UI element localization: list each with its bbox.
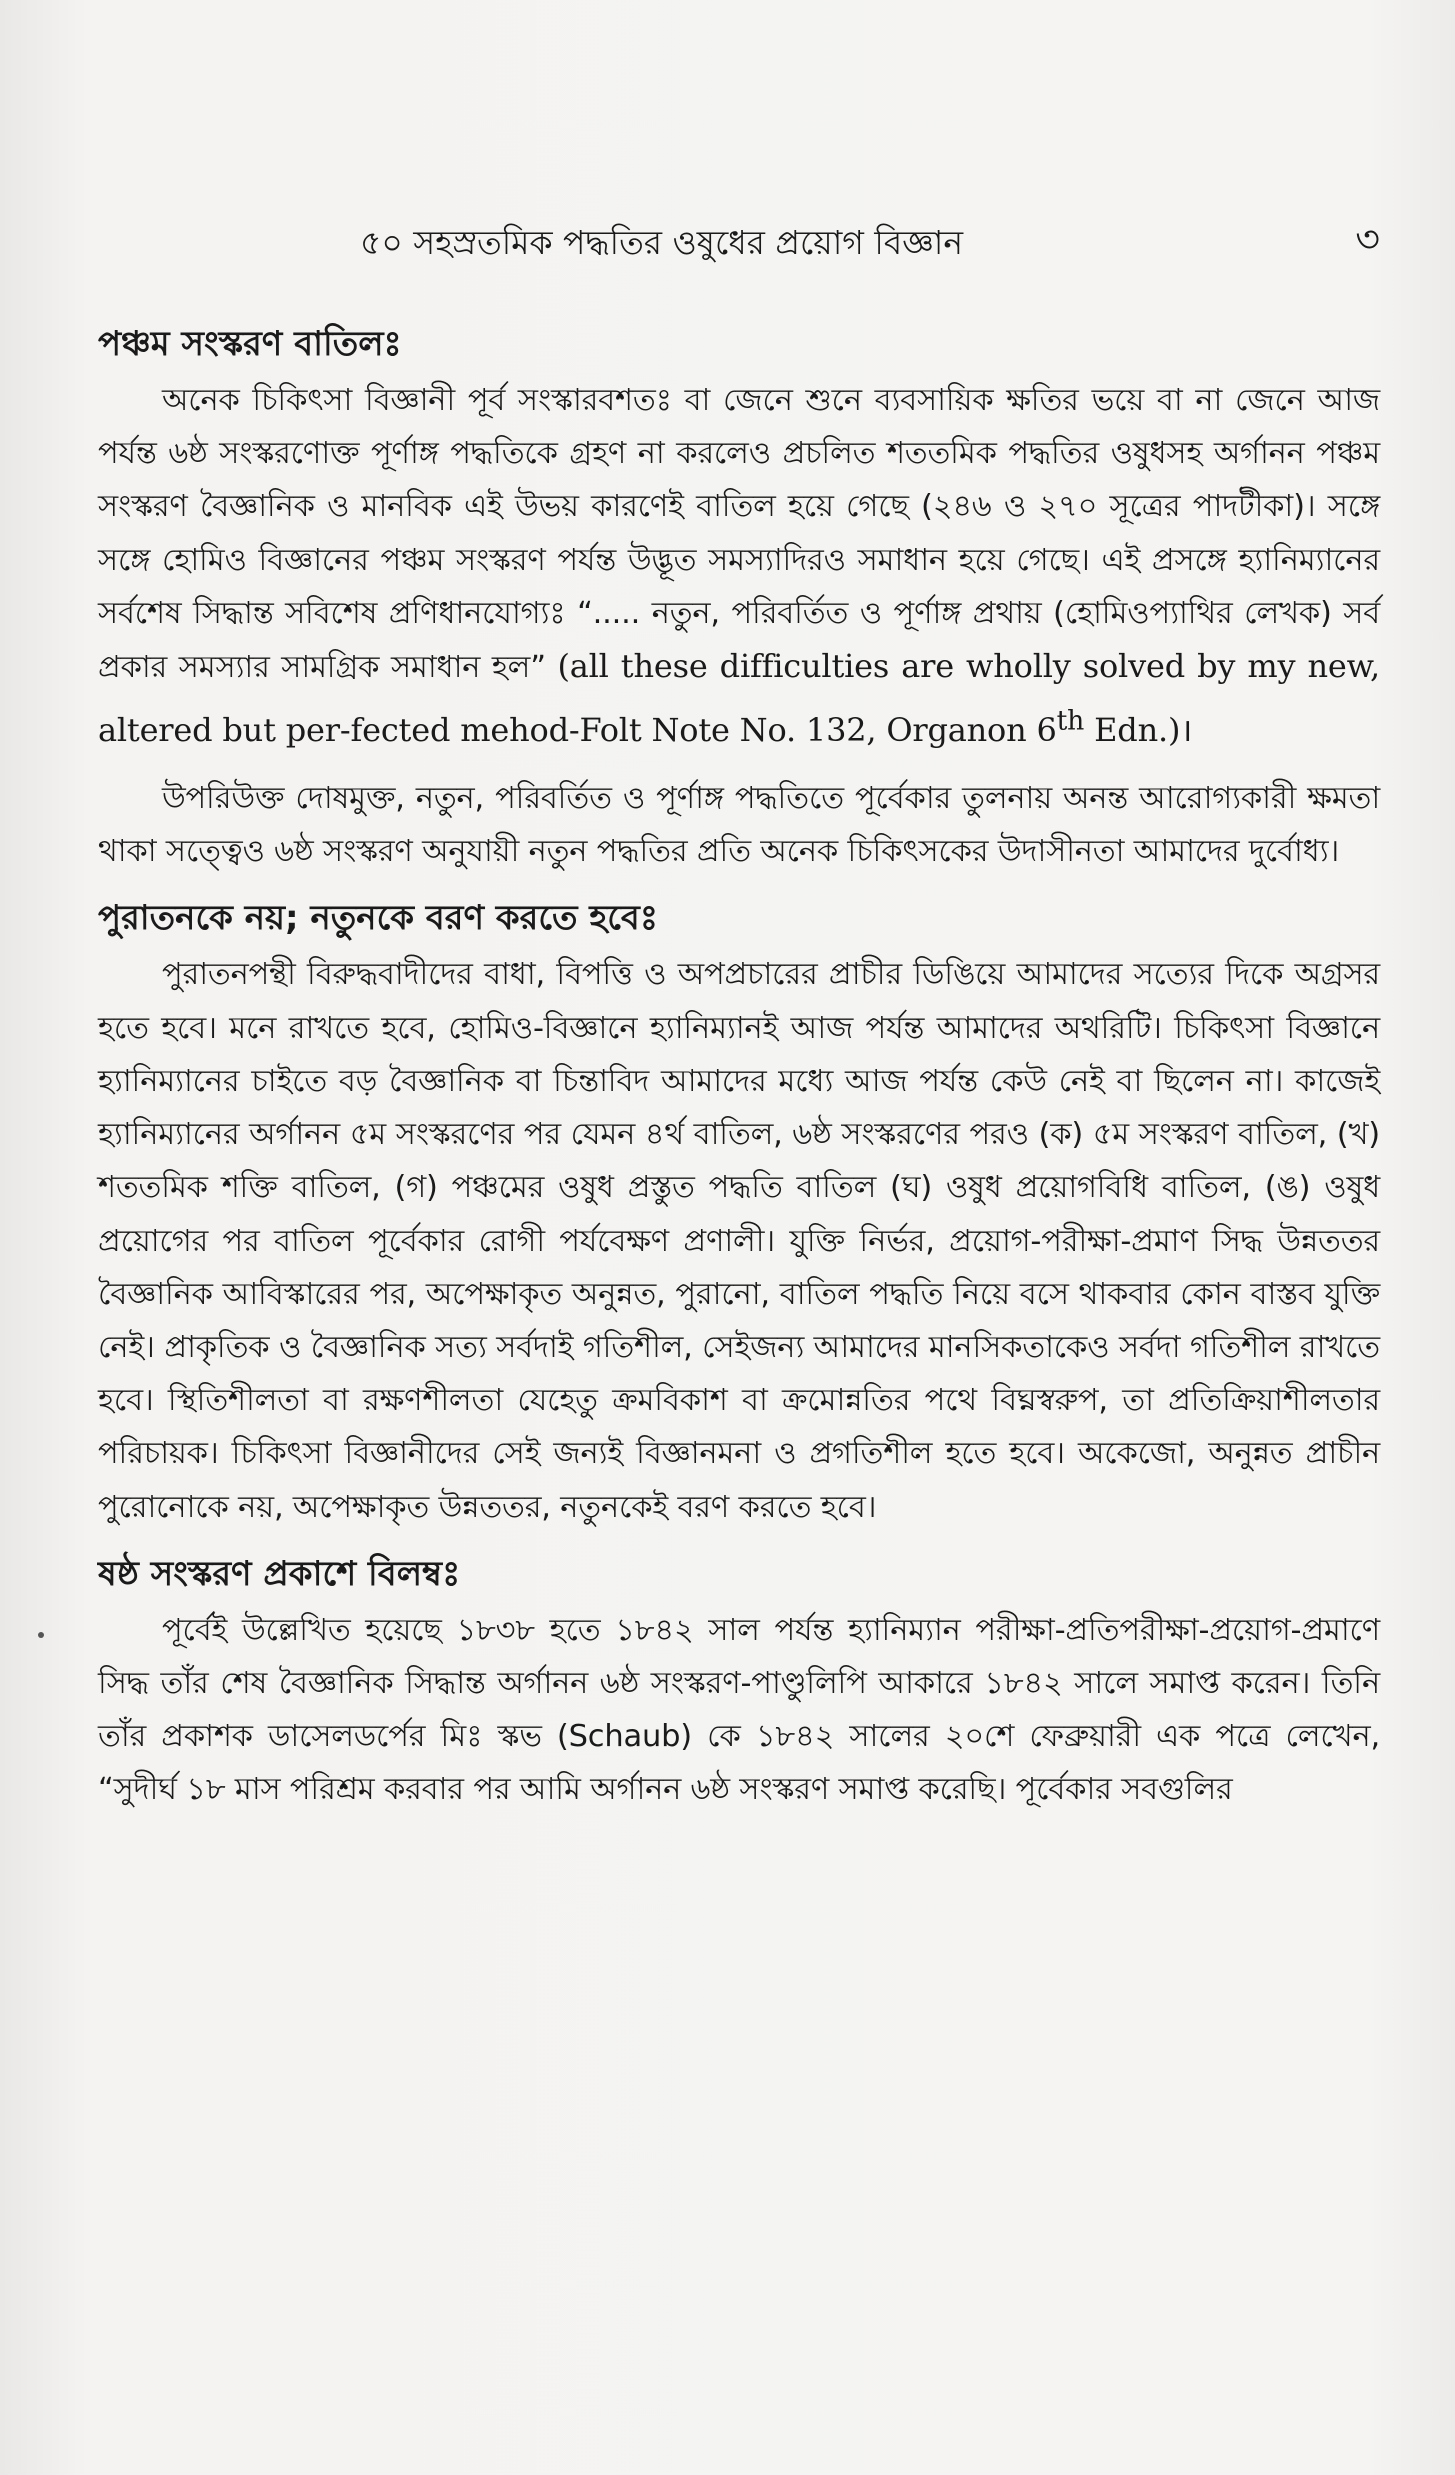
english-quote-text: (all these difficulties are wholly solved by my new, altered but per-fected mehod-Folt Note No. 132, Organon 6 xyxy=(98,647,1381,749)
section-heading: ষষ্ঠ সংস্করণ প্রকাশে বিলম্বঃ xyxy=(98,1553,461,1594)
section-heading: পঞ্চম সংস্করণ বাতিলঃ xyxy=(98,324,402,364)
section-heading: পুরাতনকে নয়; নতুনকে বরণ করতে হবেঃ xyxy=(98,898,658,939)
page-number: ৩ xyxy=(1355,217,1380,261)
paragraph: পূর্বেই উল্লেখিত হয়েছে ১৮৩৮ হতে ১৮৪২ সাল পর্যন্ত হ্যানিম্যান পরীক্ষা-প্রতিপরীক্ষা-প্রয়োগ-প্রমাণে সিদ্ধ তাঁর শেষ বৈজ্ঞানিক সিদ্ধান্ত অর্গানন ৬ষ্ঠ সংস্করণ-পাণ্ডুলিপি আকারে ১৮৪২ সালে সমাপ্ত করেন। তিনি তাঁর প্রকাশক ডাসেলডর্পের মিঃ স্কভ (Schaub) কে ১৮৪২ সালের ২০শে ফেব্রুয়ারী এক পত্রে লেখেন, “সুদীর্ঘ ১৮ মাস পরিশ্রম করবার পর আমি অর্গানন ৬ষ্ঠ সংস্করণ সমাপ্ত করেছি। পূর্বেকার সবগুলির xyxy=(98,1612,1380,1808)
paragraph-text: অনেক চিকিৎসা বিজ্ঞানী পূর্ব সংস্কারবশতঃ বা জেনে শুনে ব্যবসায়িক ক্ষতির ভয়ে বা না জেনে আজ পর্যন্ত ৬ষ্ঠ সংস্করণোক্ত পূর্ণাঙ্গ পদ্ধতিকে গ্রহণ না করলেও প্রচলিত শততমিক পদ্ধতির ওষুধসহ অর্গানন পঞ্চম সংস্করণ বৈজ্ঞানিক ও মানবিক এই উভয় কারণেই বাতিল হয়ে গেছে (২৪৬ ও ২৭০ সূত্রের পাদটীকা)। সঙ্গে সঙ্গে হোমিও বিজ্ঞানের পঞ্চম সংস্করণ পর্যন্ত উদ্ভূত সমস্যাদিরও সমাধান হয়ে গেছে। এই প্রসঙ্গে হ্যানিম্যানের সর্বশেষ সিদ্ধান্ত সবিশেষ প্রণিধানযোগ্যঃ “..... নতুন, পরিবর্তিত ও পূর্ণাঙ্গ প্রথায় (হোমিওপ্যাথির লেখক) সর্ব প্রকার সমস্যার সামগ্রিক সমাধান হল” xyxy=(98,383,1380,686)
paragraph: উপরিউক্ত দোষমুক্ত, নতুন, পরিবর্তিত ও পূর্ণাঙ্গ পদ্ধতিতে পূর্বেকার তুলনায় অনন্ত আরোগ্যকারী ক্ষমতা থাকা সত্ত্বেও ৬ষ্ঠ সংস্করণ অনুযায়ী নতুন পদ্ধতির প্রতি অনেক চিকিৎসকের উদাসীনতা আমাদের দুর্বোধ্য। xyxy=(98,781,1380,870)
section-fifth-edition-void xyxy=(98,318,1380,878)
english-quote-end: Edn.)। xyxy=(1084,710,1193,749)
body-text xyxy=(98,318,1380,1831)
running-title: ৫০ সহস্রতমিক পদ্ধতির ওষুধের প্রয়োগ বিজ্ঞান xyxy=(360,223,964,262)
section-sixth-edition-delay xyxy=(98,1548,1380,1817)
section-embrace-new xyxy=(98,892,1380,1533)
paragraph xyxy=(98,374,1380,758)
ordinal-suffix: th xyxy=(1056,705,1085,737)
margin-mark xyxy=(38,1632,44,1638)
paragraph: পুরাতনপন্থী বিরুদ্ধবাদীদের বাধা, বিপত্তি ও অপপ্রচারের প্রাচীর ডিঙিয়ে আমাদের সত্যের দিকে অগ্রসর হতে হবে। মনে রাখতে হবে, হোমিও-বিজ্ঞানে হ্যানিম্যানই আজ পর্যন্ত আমাদের অথরিটি। চিকিৎসা বিজ্ঞানে হ্যানিম্যানের চাইতে বড় বৈজ্ঞানিক বা চিন্তাবিদ আমাদের মধ্যে আজ পর্যন্ত কেউ নেই বা ছিলেন না। কাজেই হ্যানিম্যানের অর্গানন ৫ম সংস্করণের পর যেমন ৪র্থ বাতিল, ৬ষ্ঠ সংস্করণের পরও (ক) ৫ম সংস্করণ বাতিল, (খ) শততমিক শক্তি বাতিল, (গ) পঞ্চমের ওষুধ প্রস্তুত পদ্ধতি বাতিল (ঘ) ওষুধ প্রয়োগবিধি বাতিল, (ঙ) ওষুধ প্রয়োগের পর বাতিল পূর্বেকার রোগী পর্যবেক্ষণ প্রণালী। যুক্তি নির্ভর, প্রয়োগ-পরীক্ষা-প্রমাণ সিদ্ধ উন্নততর বৈজ্ঞানিক আবিস্কারের পর, অপেক্ষাকৃত অনুন্নত, পুরানো, বাতিল পদ্ধতি নিয়ে বসে থাকবার কোন বাস্তব যুক্তি নেই। প্রাকৃতিক ও বৈজ্ঞানিক সত্য সর্বদাই গতিশীল, সেইজন্য আমাদের মানসিকতাকেও সর্বদা গতিশীল রাখতে হবে। স্থিতিশীলতা বা রক্ষণশীলতা যেহেতু ক্রমবিকাশ বা ক্রমোন্নতির পথে বিঘ্নস্বরুপ, তা প্রতিক্রিয়াশীলতার পরিচায়ক। চিকিৎসা বিজ্ঞানীদের সেই জন্যই বিজ্ঞানমনা ও প্রগতিশীল হতে হবে। অকেজো, অনুন্নত প্রাচীন পুরোনোকে নয়, অপেক্ষাকৃত উন্নততর, নতুনকেই বরণ করতে হবে। xyxy=(98,957,1380,1525)
